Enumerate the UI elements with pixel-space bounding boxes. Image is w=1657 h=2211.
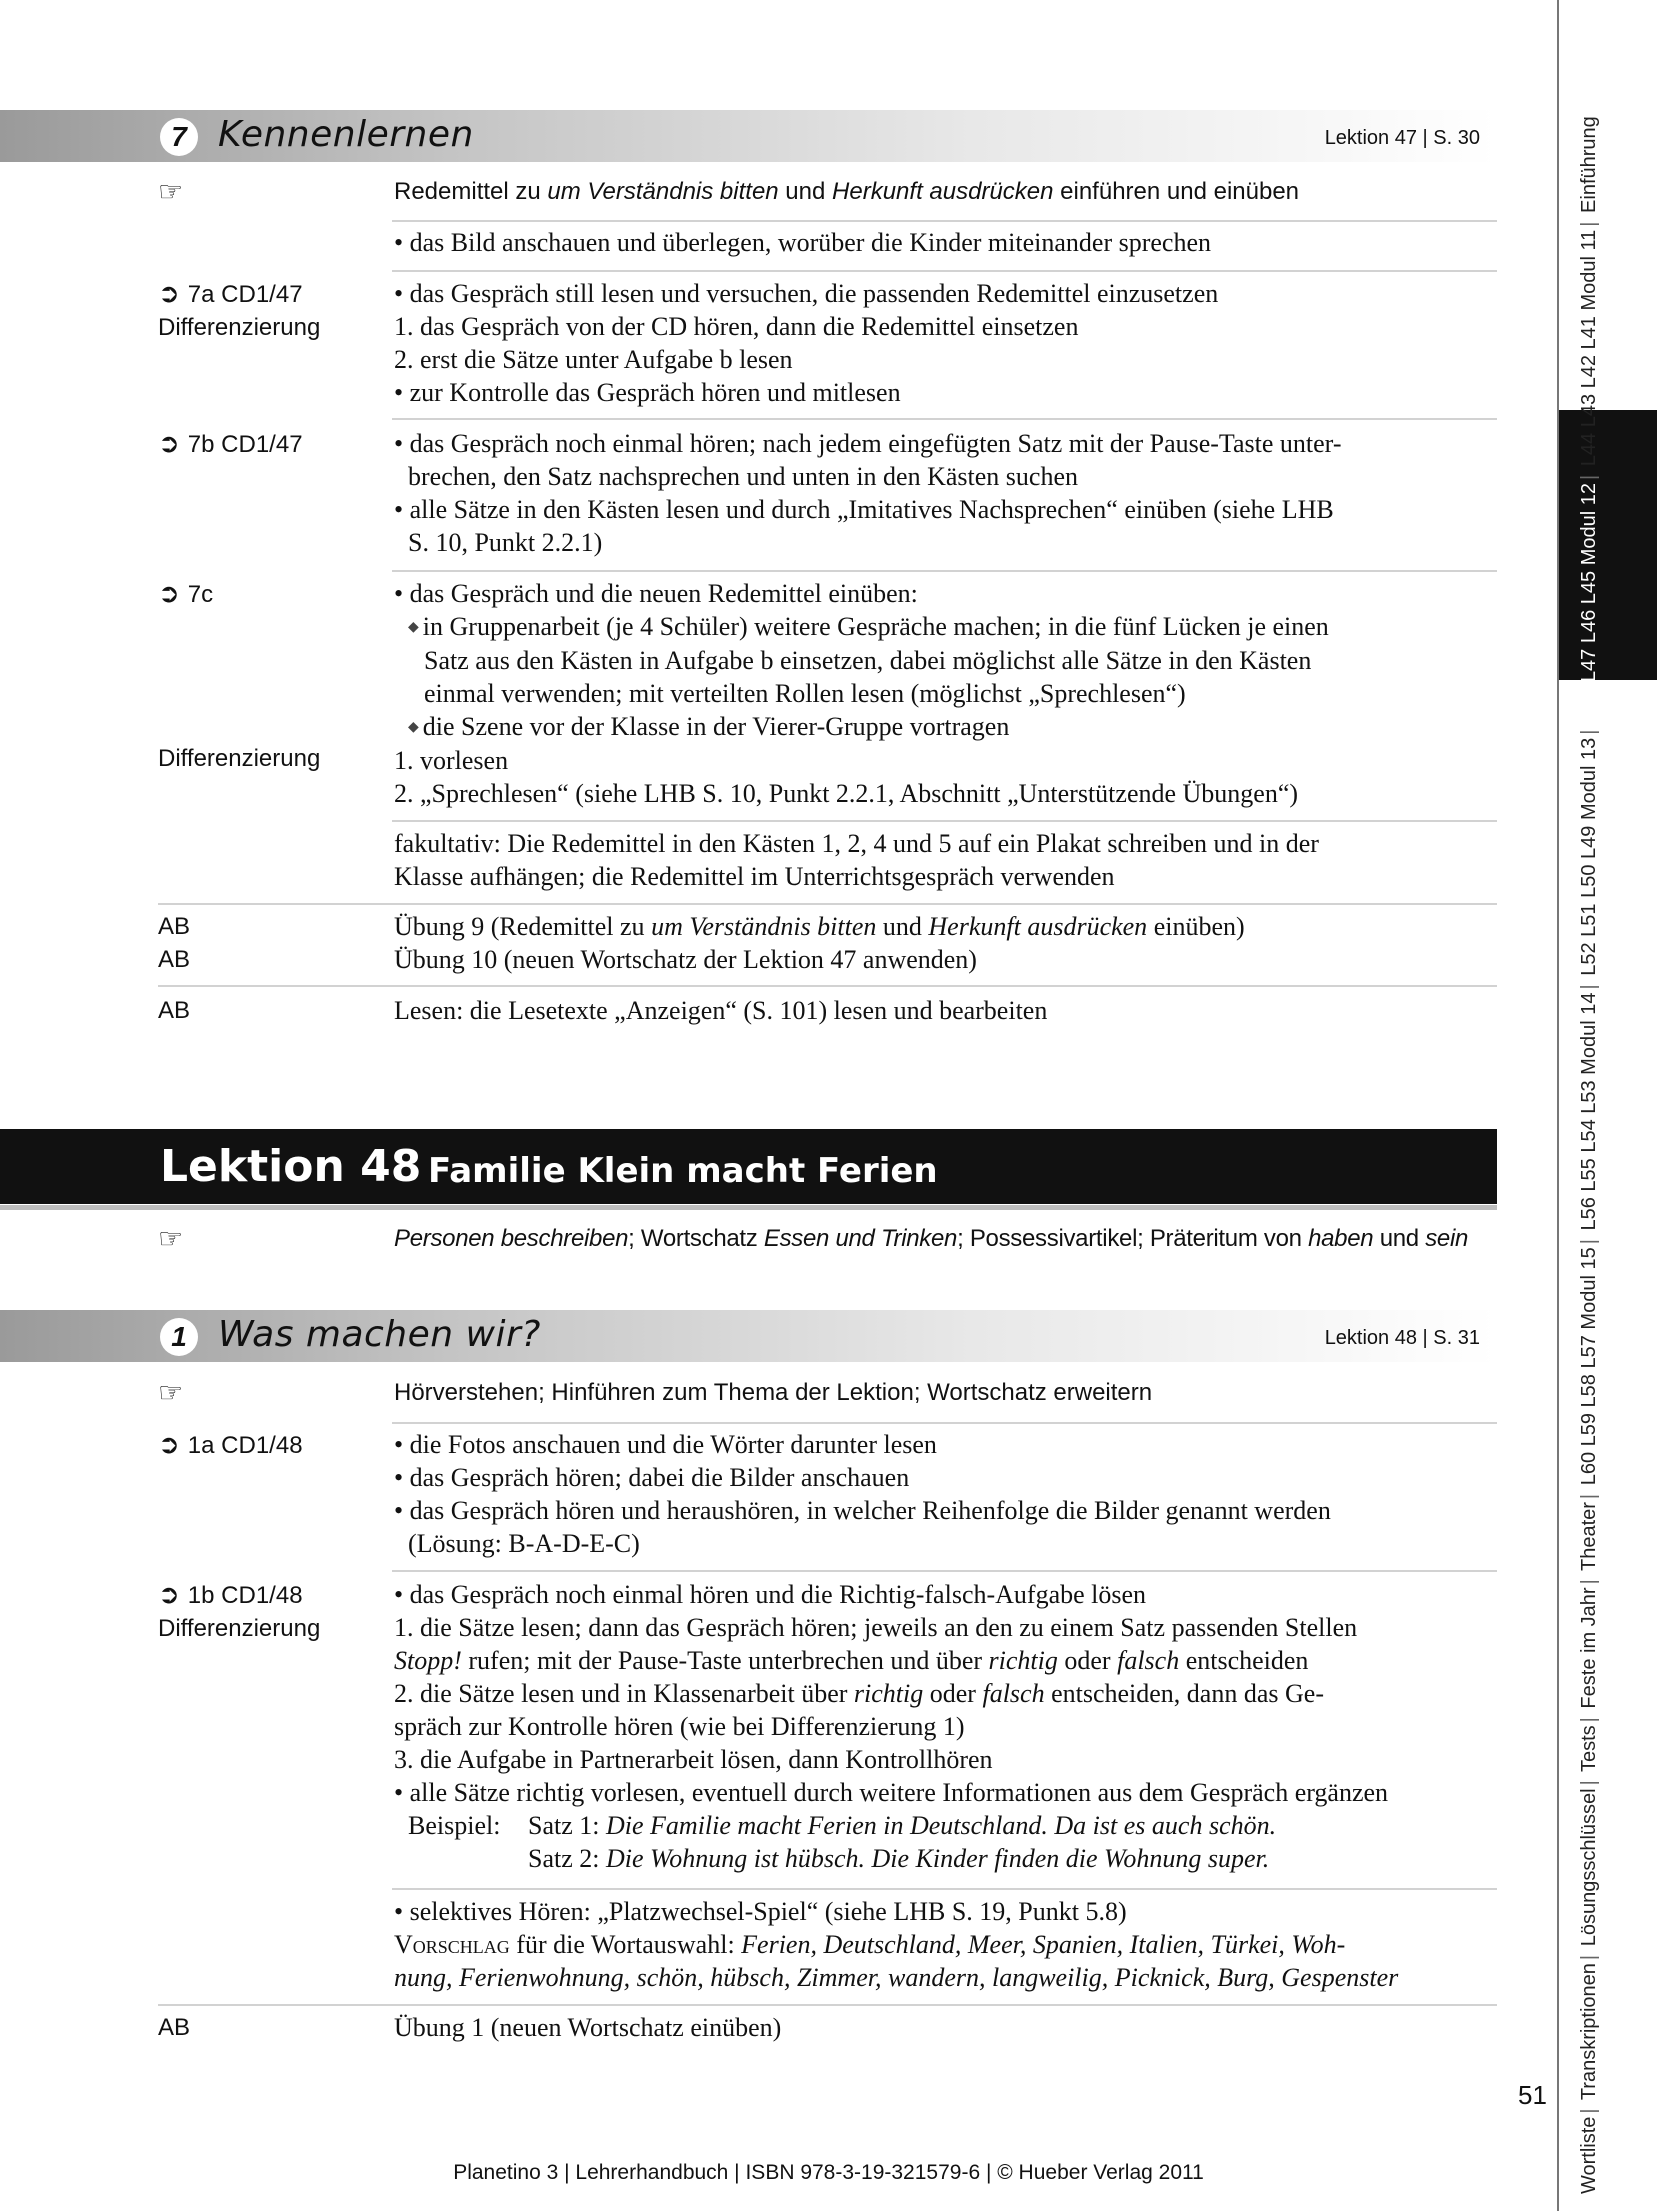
diamond-bullet-icon: ◆ [408, 720, 419, 735]
nav-transkriptionen[interactable]: Transkriptionen [1578, 1963, 1600, 2101]
section-title: Kennenlernen [218, 114, 474, 155]
arrow-right-icon: ➲ [158, 278, 180, 308]
section-title: Was machen wir? [218, 1314, 541, 1355]
workbook-text: Übung 1 (neuen Wortschatz einüben) [394, 2013, 782, 2042]
task-label: ➲ 1b CD1/48 Differenzierung [158, 1579, 321, 1642]
section-1-header [0, 1310, 1497, 1362]
divider [392, 270, 1497, 272]
nav-l47-l45[interactable]: L47 L46 L45 [1578, 570, 1600, 683]
nav-modul-11[interactable]: Modul 11 [1578, 229, 1600, 311]
side-divider [1557, 0, 1559, 2211]
section-reference: Lektion 47 | S. 30 [1324, 127, 1480, 149]
divider [392, 1422, 1497, 1424]
optional-text: fakultativ: Die Redemittel in den Kästen 1, 2, 4 und 5 auf ein Plakat schreiben und in der Klasse aufhängen; die Redemittel im Unterrichtsgespräch verwenden [394, 829, 1319, 891]
nav-l52-l49[interactable]: L52 L51 L50 L49 [1578, 825, 1600, 976]
section-number: 1 [160, 1318, 198, 1356]
lesson-goal-text: Personen beschreiben; Wortschatz Essen und Trinken; Possessivartikel; Präteritum von haben und sein [394, 1225, 1469, 1252]
nav-einfuehrung[interactable]: Einführung [1578, 116, 1600, 213]
nav-modul-15[interactable]: Modul 15 [1578, 1247, 1600, 1330]
nav-loesungsschluessel[interactable]: Lösungsschlüssel [1578, 1788, 1600, 1947]
arrow-right-icon: ➲ [158, 428, 180, 458]
task-text: • das Gespräch noch einmal hören und die Richtig-falsch-Aufgabe lösen 1. die Sätze lesen; dann das Gespräch hören; jeweils an den zu einem Satz passenden Stellen Stopp! rufen; mit der Pause-Taste unterbrechen und über richtig oder falsch entscheiden 2. die Sätze lesen und in Klassenarbeit über richtig oder falsch entscheiden, dann das Ge- spräch zur Kontrolle hören (wie bei Differenzierung 1) 3. die Aufgabe in Partnerarbeit lösen, dann Kontrollhören • alle Sätze richtig vorlesen, eventuell durch weitere Informationen aus dem Gespräch ergänzen Beispiel: Satz 1: Die Familie macht Ferien in Deutschland. Da ist es auch schön. Satz 2: Die Wohnung ist hübsch. Die Kinder finden die Wohnung super. [394, 1580, 1389, 1873]
section-7-header [0, 110, 1497, 162]
nav-l60-l57[interactable]: L60 L59 L58 L57 [1578, 1335, 1600, 1486]
divider [392, 220, 1497, 222]
nav-l44-l41[interactable]: L44 L43 L42 L41 [1578, 316, 1600, 467]
nav-modul-13[interactable]: Modul 13 [1578, 737, 1600, 821]
nav-tests[interactable]: Tests [1578, 1725, 1600, 1773]
nav-feste[interactable]: Feste im Jahr [1578, 1587, 1600, 1709]
step-text: • das Bild anschauen und überlegen, worüber die Kinder miteinander sprechen [394, 228, 1211, 257]
divider [392, 1570, 1497, 1572]
footer: Planetino 3 | Lehrerhandbuch | ISBN 978-3-19-321579-6 | © Hueber Verlag 2011 [453, 2161, 1204, 2184]
workbook-label: AB [158, 2014, 191, 2041]
current-module-highlight [1559, 410, 1657, 683]
task-label: ➲ 7b CD1/47 [158, 428, 303, 458]
task-text: • das Gespräch still lesen und versuchen, die passenden Redemittel einzusetzen 1. das Gespräch von der CD hören, dann die Redemittel einsetzen 2. erst die Sätze unter Aufgabe b lesen • zur Kontrolle das Gespräch hören und mitlesen [394, 279, 1219, 407]
task-text: • das Gespräch noch einmal hören; nach jedem eingefügten Satz mit der Pause-Taste unter- brechen, den Satz nachsprechen und unten in den Kästen suchen • alle Sätze in den Kästen lesen und durch „Imitatives Nachsprechen“ einüben (siehe LHB S. 10, Punkt 2.2.1) [394, 429, 1342, 557]
goal-text: Redemittel zu um Verständnis bitten und Herkunft ausdrücken einführen und einüben [394, 178, 1300, 205]
pointing-hand-icon: ☞ [158, 176, 184, 207]
arrow-right-icon: ➲ [158, 1579, 180, 1609]
task-text: • die Fotos anschauen und die Wörter darunter lesen • das Gespräch hören; dabei die Bilder anschauen • das Gespräch hören und heraushören, in welcher Reihenfolge die Bilder genannt werden (Lösung: B-A-D-E-C) [394, 1430, 1331, 1558]
nav-wortliste[interactable]: Wortliste [1578, 2116, 1600, 2194]
divider [392, 418, 1497, 420]
arrow-right-icon: ➲ [158, 1429, 180, 1459]
divider [158, 985, 1497, 987]
side-navigation: Wortliste| Transkriptionen| Lösungsschlüssel| Tests| Feste im Jahr| Theater| L60 L59 L58 L57 Modul 15| L56 L55 L54 L53 Modul 14| L52 L51 L50 L49 Modul 13| L48 L47 L46 L45 Modul 12| L44 L43 L42 L41 Modul 11| Einführung [1578, 116, 1600, 2194]
page-number: 51 [1518, 2080, 1547, 2110]
workbook-label: AB [158, 997, 191, 1024]
goal-text: Hörverstehen; Hinführen zum Thema der Lektion; Wortschatz erweitern [394, 1379, 1153, 1406]
diamond-bullet-icon: ◆ [408, 620, 419, 635]
task-label: ➲ 7c [158, 578, 214, 608]
nav-l48-current[interactable]: L48 [1578, 687, 1600, 721]
task-text: • das Gespräch und die neuen Redemittel einüben: ◆ in Gruppenarbeit (je 4 Schüler) weitere Gespräche machen; in die fünf Lücken je einen Satz aus den Kästen in Aufgabe b einsetzen, dabei möglichst alle Sätze in den Kästen einmal verwenden; mit verteilten Rollen lesen (möglichst „Sprechlesen“) ◆ die Szene vor der Klasse in der Vierer-Gruppe vortragen 1. vorlesen 2. „Sprechlesen“ (siehe LHB S. 10, Punkt 2.2.1, Abschnitt „Unterstützende Übungen“) [394, 579, 1329, 808]
workbook-text: Übung 9 (Redemittel zu um Verständnis bitten und Herkunft ausdrücken einüben) Übung 10 (neuen Wortschatz der Lektion 47 anwenden) [394, 912, 1245, 974]
lesson-number: Lektion 48 [160, 1141, 422, 1192]
nav-theater[interactable]: Theater [1578, 1502, 1600, 1571]
lesson-header [0, 1129, 1497, 1204]
pointing-hand-icon: ☞ [158, 1223, 184, 1254]
pointing-hand-icon: ☞ [158, 1377, 184, 1408]
differentiation-label: Differenzierung [158, 745, 321, 772]
task-label: ➲ 7a CD1/47 Differenzierung [158, 278, 321, 341]
lesson-header-underline [0, 1205, 1497, 1210]
nav-modul-14[interactable]: Modul 14 [1578, 992, 1600, 1075]
task-label: ➲ 1a CD1/48 [158, 1429, 303, 1459]
divider [158, 2004, 1497, 2006]
section-number: 7 [160, 118, 198, 156]
divider [392, 820, 1497, 822]
lesson-title: Familie Klein macht Ferien [428, 1151, 938, 1191]
divider [392, 1888, 1497, 1890]
workbook-label: AB AB [158, 913, 191, 973]
divider [158, 903, 1497, 905]
section-reference: Lektion 48 | S. 31 [1324, 1327, 1480, 1349]
nav-modul-12[interactable]: Modul 12 [1578, 482, 1600, 566]
workbook-text: Lesen: die Lesetexte „Anzeigen“ (S. 101) lesen und bearbeiten [394, 996, 1048, 1025]
arrow-right-icon: ➲ [158, 578, 180, 608]
nav-l56-l53[interactable]: L56 L55 L54 L53 [1578, 1080, 1600, 1231]
game-text: • selektives Hören: „Platzwechsel-Spiel“ (siehe LHB S. 19, Punkt 5.8) Vorschlag für die Wortauswahl: Ferien, Deutschland, Meer, Spanien, Italien, Türkei, Woh- nung, Ferienwohnung, schön, hübsch, Zimmer, wandern, langweilig, Picknick, Burg, Gespenster [394, 1897, 1399, 1992]
divider [392, 570, 1497, 572]
